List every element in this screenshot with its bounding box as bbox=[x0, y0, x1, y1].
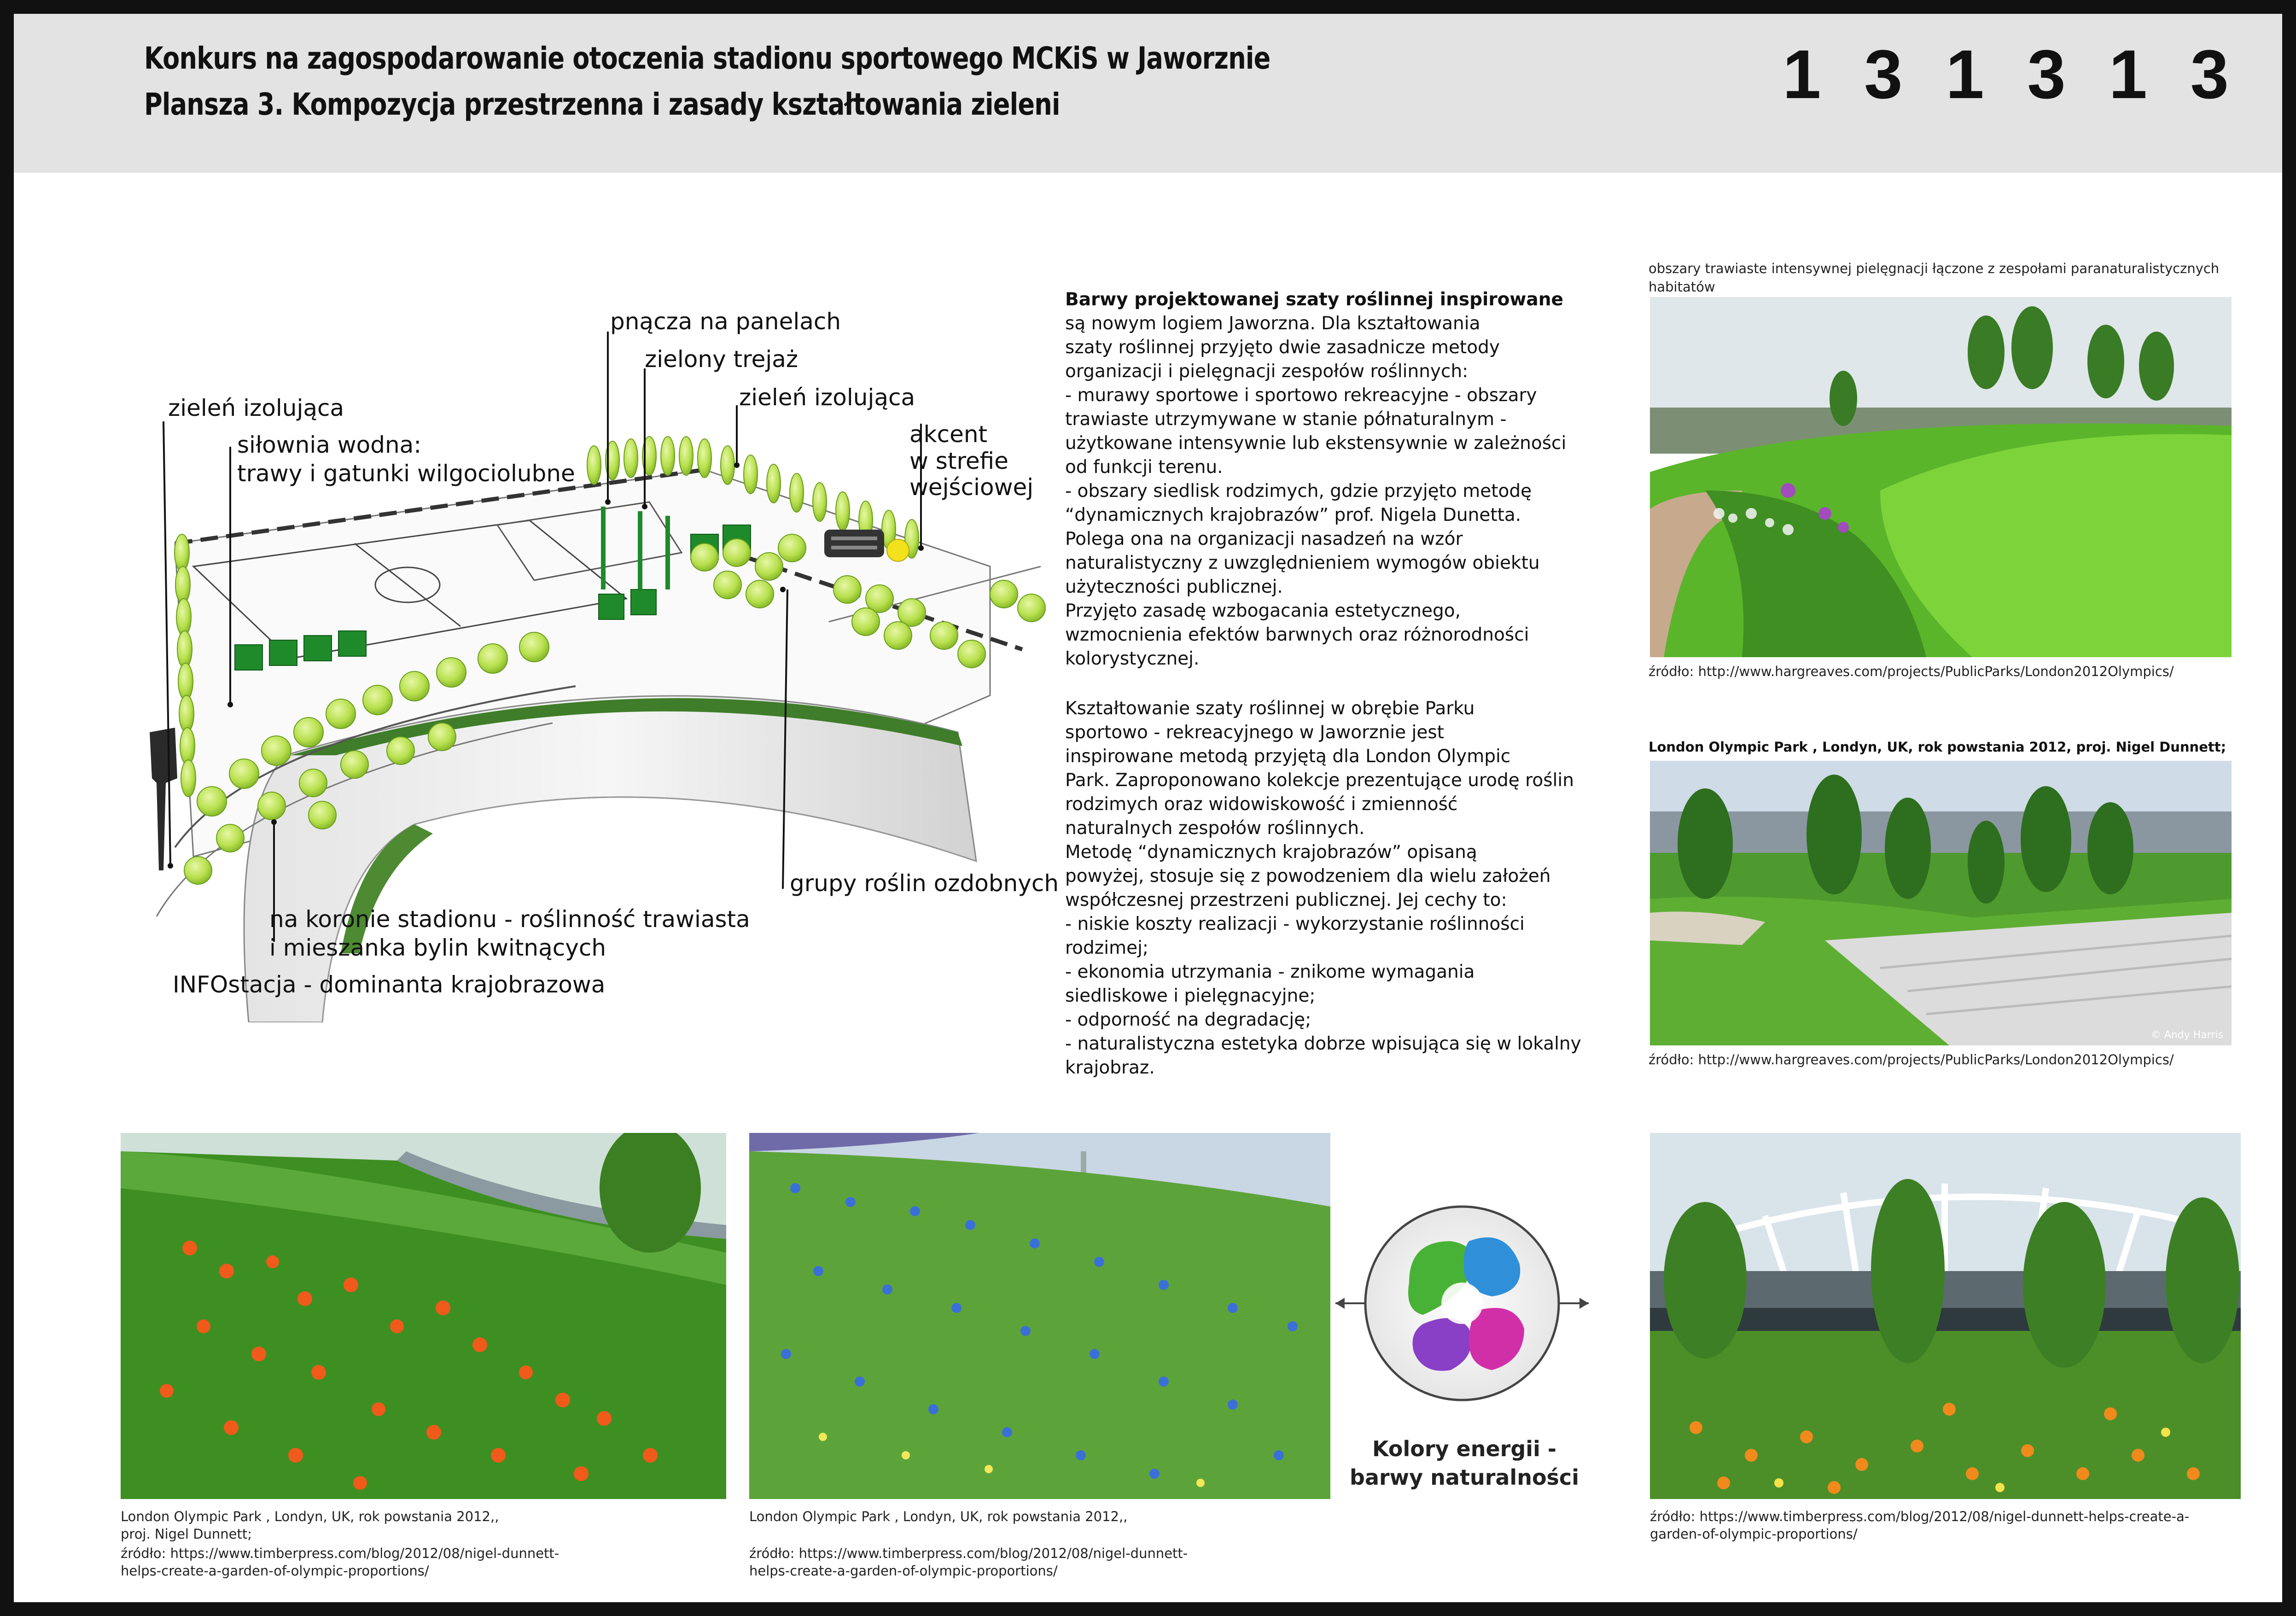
logo-caption-line1: Kolory energii - bbox=[1372, 1436, 1556, 1461]
label-akcent-1: akcent bbox=[909, 421, 988, 448]
description-line: krajobraz. bbox=[1065, 1057, 1155, 1078]
description-line bbox=[1065, 671, 1618, 697]
description-line: - ekonomia utrzymania - znikome wymagania bbox=[1065, 962, 1475, 982]
photo1-caption-2: habitatów bbox=[1649, 279, 1715, 295]
planting-diagram bbox=[138, 272, 1078, 1022]
photo4-source-1: źródło: https://www.timberpress.com/blog/2012/08/nigel-dunnett- bbox=[749, 1546, 1188, 1561]
description-line: naturalistyczny z uwzględnieniem wymogów obiektu bbox=[1065, 553, 1540, 573]
label-silownia-1: siłownia wodna: bbox=[237, 432, 422, 458]
description-line: są nowym logiem Jaworzna. Dla kształtowania bbox=[1065, 313, 1480, 334]
description-text bbox=[1065, 288, 1618, 1080]
description-line: szaty roślinnej przyjęto dwie zasadnicze metody bbox=[1065, 337, 1500, 358]
description-line: - niskie koszty realizacji - wykorzystanie roślinności bbox=[1065, 914, 1525, 934]
description-line: powyżej, stosuje się z powodzeniem dla wielu założeń bbox=[1065, 866, 1551, 887]
label-trejaz: zielony trejaż bbox=[645, 346, 798, 373]
photo5-source-1: źródło: https://www.timberpress.com/blog/2012/08/nigel-dunnett-helps-create-a- bbox=[1650, 1509, 2190, 1524]
label-zielen-right: zieleń izolująca bbox=[739, 384, 915, 411]
photo5-source-2: garden-of-olympic-proportions/ bbox=[1650, 1526, 1858, 1542]
photo-orange-meadow bbox=[121, 1133, 726, 1499]
description-line: Barwy projektowanej szaty roślinnej inspirowane bbox=[1065, 289, 1563, 310]
description-line: kolorystycznej. bbox=[1065, 648, 1200, 669]
label-akcent-2: w strefie bbox=[909, 448, 1008, 474]
description-line: - murawy sportowe i sportowo rekreacyjne - obszary bbox=[1065, 385, 1537, 406]
description-line: rodzimych oraz widowiskowość i zmienność bbox=[1065, 794, 1458, 815]
description-line: siedliskowe i pielęgnacyjne; bbox=[1065, 986, 1316, 1006]
description-line: naturalnych zespołów roślinnych. bbox=[1065, 818, 1365, 839]
label-grupy: grupy roślin ozdobnych bbox=[790, 870, 1059, 897]
logo-caption-line2: barwy naturalności bbox=[1350, 1465, 1579, 1490]
photo4-source-2: helps-create-a-garden-of-olympic-proportions/ bbox=[749, 1563, 1058, 1579]
photo-olympic-park-terraces bbox=[1650, 761, 2232, 1045]
photo3-caption-1: London Olympic Park , Londyn, UK, rok powstania 2012,, bbox=[121, 1509, 499, 1524]
label-akcent-3: wejściowej bbox=[909, 474, 1034, 501]
label-infostacja: INFOstacja - dominanta krajobrazowa bbox=[173, 971, 606, 998]
description-line: Polega ona na organizacji nasadzeń na wzór bbox=[1065, 529, 1463, 549]
photo4-caption-1: London Olympic Park , Londyn, UK, rok powstania 2012,, bbox=[749, 1509, 1128, 1524]
photo1-caption-1: obszary trawiaste intensywnej pielęgnacji łączone z zespołami paranaturalistycznych bbox=[1649, 261, 2220, 276]
label-zielen-left: zieleń izolująca bbox=[168, 395, 344, 421]
photo3-source-1: źródło: https://www.timberpress.com/blog/2012/08/nigel-dunnett- bbox=[121, 1546, 559, 1561]
board-subtitle: Plansza 3. Kompozycja przestrzenna i zasady kształtowania zieleni bbox=[144, 87, 1060, 122]
description-line: od funkcji terenu. bbox=[1065, 457, 1223, 478]
header-bar bbox=[14, 14, 2282, 173]
logo-caption bbox=[1345, 1435, 1584, 1492]
photo3-caption-2: proj. Nigel Dunnett; bbox=[121, 1526, 252, 1542]
label-pnacza: pnącza na panelach bbox=[610, 308, 841, 335]
photo-stadium-meadow bbox=[1650, 1133, 2241, 1499]
label-korona-2: i mieszanka bylin kwitnących bbox=[269, 934, 606, 961]
description-line: użyteczności publicznej. bbox=[1065, 577, 1283, 597]
description-line: trawiaste utrzymywane w stanie półnaturalnym - bbox=[1065, 409, 1507, 430]
description-line: Kształtowanie szaty roślinnej w obrębie Parku bbox=[1065, 698, 1475, 719]
board-title: Konkurs na zagospodarowanie otoczenia stadionu sportowego MCKiS w Jaworznie bbox=[144, 41, 1270, 76]
photo2-source: źródło: http://www.hargreaves.com/projects/PublicParks/London2012Olympics/ bbox=[1649, 1052, 2174, 1068]
description-line: - obszary siedlisk rodzimych, gdzie przyjęto metodę bbox=[1065, 481, 1532, 502]
photo2-caption: London Olympic Park , Londyn, UK, rok powstania 2012, proj. Nigel Dunnett; bbox=[1649, 739, 2226, 755]
description-line: organizacji i pielęgnacji zespołów roślinnych: bbox=[1065, 361, 1469, 382]
photo1-source: źródło: http://www.hargreaves.com/projects/PublicParks/London2012Olympics/ bbox=[1649, 664, 2174, 679]
entry-code: 1 3 1 3 1 3 bbox=[1783, 35, 2241, 113]
description-line: Metodę “dynamicznych krajobrazów” opisaną bbox=[1065, 842, 1477, 863]
description-line: “dynamicznych krajobrazów” prof. Nigela Dunetta. bbox=[1065, 505, 1521, 525]
description-line: rodzimej; bbox=[1065, 938, 1149, 958]
description-line: - naturalistyczna estetyka dobrze wpisująca się w lokalny bbox=[1065, 1033, 1581, 1054]
description-line: sportowo - rekreacyjnego w Jaworznie jest bbox=[1065, 722, 1444, 743]
photo3-source-2: helps-create-a-garden-of-olympic-proportions/ bbox=[121, 1563, 429, 1579]
description-line: Przyjęto zasadę wzbogacania estetycznego, bbox=[1065, 601, 1461, 621]
photo-blue-meadow bbox=[749, 1133, 1330, 1499]
description-line: użytkowane intensywnie lub ekstensywnie w zależności bbox=[1065, 433, 1567, 454]
description-line: - odporność na degradację; bbox=[1065, 1009, 1311, 1030]
photo2-credit: © Andy Harris bbox=[2150, 1029, 2223, 1041]
description-line: inspirowane metodą przyjętą dla London Olympic bbox=[1065, 746, 1511, 767]
photo-olympic-park-meadow-path bbox=[1650, 297, 2232, 657]
description-line: Park. Zaproponowano kolekcje prezentujące urodę roślin bbox=[1065, 770, 1574, 791]
label-korona-1: na koronie stadionu - roślinność trawiasta bbox=[269, 906, 750, 933]
label-silownia-2: trawy i gatunki wilgociolubne bbox=[237, 460, 575, 487]
description-line: wzmocnienia efektów barwnych oraz różnorodności bbox=[1065, 624, 1529, 645]
description-line: współczesnej przestrzeni publicznej. Jej cechy to: bbox=[1065, 890, 1507, 910]
